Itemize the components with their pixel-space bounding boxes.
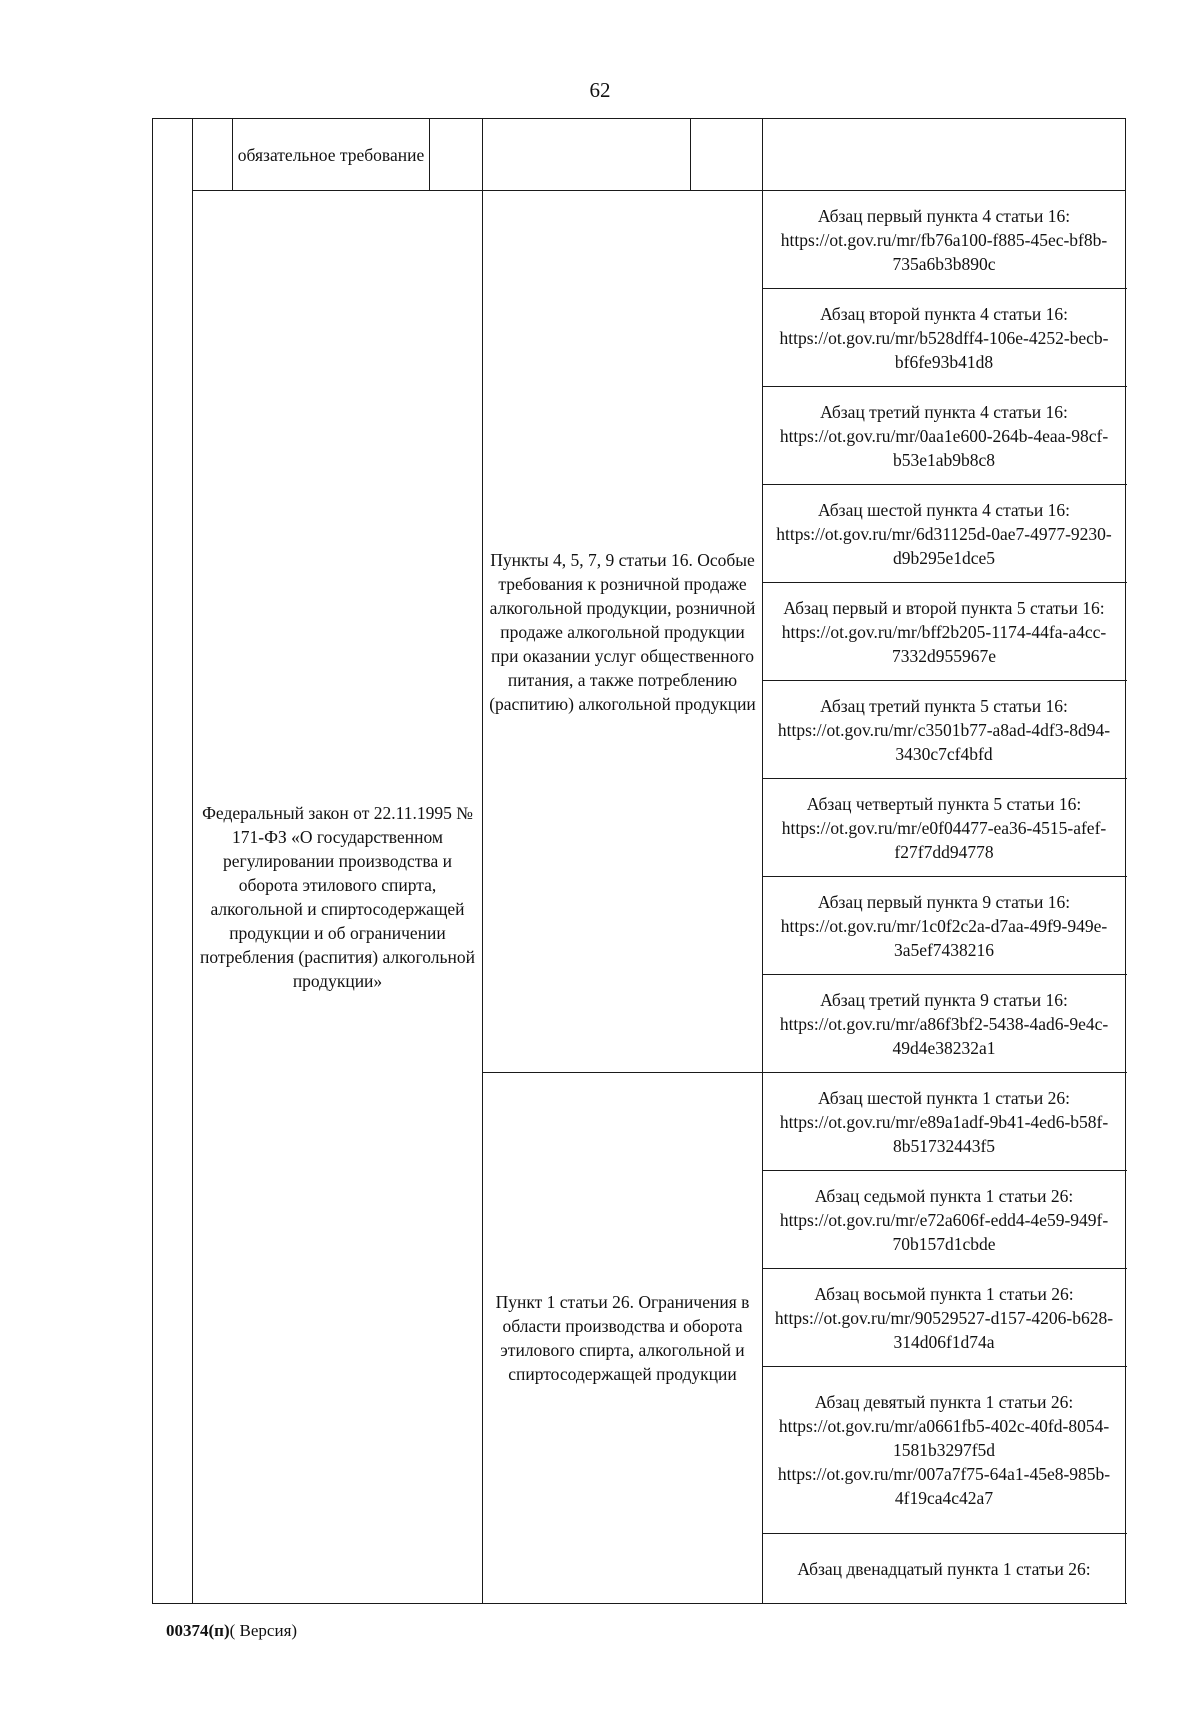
reference-cell: Абзац четвертый пункта 5 статьи 16: https://ot.gov.ru/mr/e0f04477-ea36-4515-afef-f27f7dd94778 (763, 779, 1126, 877)
law-title-cell: Федеральный закон от 22.11.1995 № 171-ФЗ «О государственном регулировании производства и оборота этилового спирта, алкогольной и спиртосодержащей продукции и об ограничении потребления (распития) алкогольной продукции» (193, 191, 483, 1604)
reference-cell: Абзац третий пункта 4 статьи 16: https://ot.gov.ru/mr/0aa1e600-264b-4eaa-98cf-b53e1ab9b8c8 (763, 387, 1126, 485)
requirement-label-cell: обязательное требование (233, 119, 430, 191)
reference-cell: Абзац третий пункта 9 статьи 16: https://ot.gov.ru/mr/a86f3bf2-5438-4ad6-9e4c-49d4e38232a1 (763, 975, 1126, 1073)
document-code-number: 00374(п) (166, 1621, 230, 1640)
reference-cell: Абзац восьмой пункта 1 статьи 26: https://ot.gov.ru/mr/90529527-d157-4206-b628-314d06f1d74a (763, 1269, 1126, 1367)
empty-cell (691, 119, 763, 191)
requirements-table (152, 118, 1126, 1604)
row-number-cell (153, 119, 193, 1604)
reference-cell: Абзац первый и второй пункта 5 статьи 16: https://ot.gov.ru/mr/bff2b205-1174-44fa-a4cc-7332d955967e (763, 583, 1126, 681)
page-number: 62 (589, 78, 611, 102)
reference-cell: Абзац шестой пункта 1 статьи 26: https://ot.gov.ru/mr/e89a1adf-9b41-4ed6-b58f-8b51732443f5 (763, 1073, 1126, 1171)
empty-cell (193, 119, 233, 191)
reference-cell: Абзац первый пункта 4 статьи 16: https://ot.gov.ru/mr/fb76a100-f885-45ec-bf8b-735a6b3b890c (763, 191, 1126, 289)
empty-cell (483, 119, 691, 191)
empty-cell (430, 119, 483, 191)
reference-cell: Абзац девятый пункта 1 статьи 26: https://ot.gov.ru/mr/a0661fb5-402c-40fd-8054-1581b3297f5d https://ot.gov.ru/mr/007a7f75-64a1-45e8-985b-4f19ca4c42a7 (763, 1367, 1126, 1534)
reference-cell: Абзац второй пункта 4 статьи 16: https://ot.gov.ru/mr/b528dff4-106e-4252-becb-bf6fe93b41d8 (763, 289, 1126, 387)
version-label: ( Версия) (229, 1621, 298, 1640)
reference-cell: Абзац седьмой пункта 1 статьи 26: https://ot.gov.ru/mr/e72a606f-edd4-4e59-949f-70b157d1cbde (763, 1171, 1126, 1269)
table-row (153, 191, 1126, 289)
section-16-cell: Пункты 4, 5, 7, 9 статьи 16. Особые требования к розничной продаже алкогольной продукции, розничной продаже алкогольной продукции при оказании услуг общественного питания, а также потреблению (распитию) алкогольной продукции (483, 191, 763, 1073)
document-code (166, 1620, 297, 1642)
reference-cell: Абзац двенадцатый пункта 1 статьи 26: (763, 1534, 1126, 1604)
empty-cell (763, 119, 1126, 191)
continuation-header-row (153, 119, 1126, 191)
reference-cell: Абзац первый пункта 9 статьи 16: https://ot.gov.ru/mr/1c0f2c2a-d7aa-49f9-949e-3a5ef7438216 (763, 877, 1126, 975)
reference-cell: Абзац третий пункта 5 статьи 16: https://ot.gov.ru/mr/c3501b77-a8ad-4df3-8d94-3430c7cf4bfd (763, 681, 1126, 779)
reference-cell: Абзац шестой пункта 4 статьи 16: https://ot.gov.ru/mr/6d31125d-0ae7-4977-9230-d9b295e1dce5 (763, 485, 1126, 583)
section-26-cell: Пункт 1 статьи 26. Ограничения в области производства и оборота этилового спирта, алкогольной и спиртосодержащей продукции (483, 1073, 763, 1604)
